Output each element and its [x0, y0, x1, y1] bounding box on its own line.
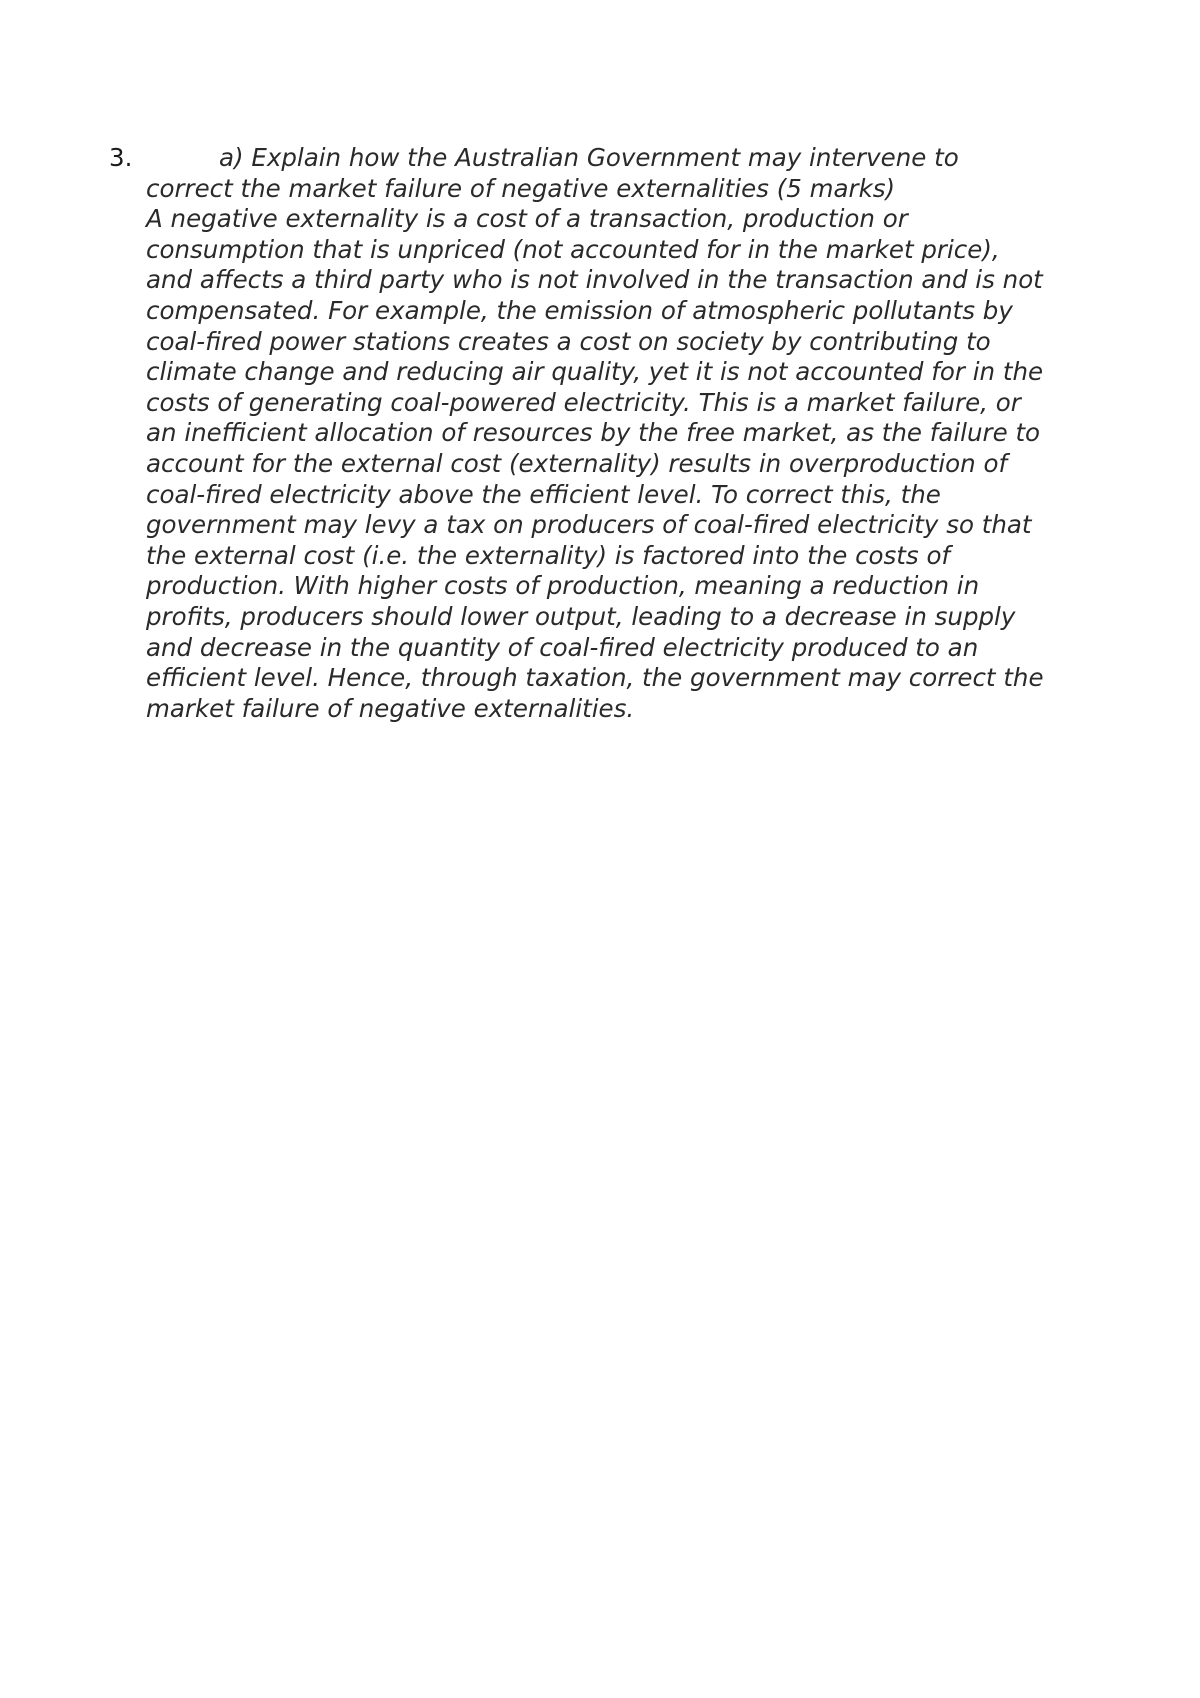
question-number: 3. [109, 143, 133, 172]
answer-paragraph: A negative externality is a cost of a transaction, production or consumption that is unpriced (not accounted for in the market price), and affects a third party who is not involved in the transaction and is not compensated. For example, the emission of atmospheric pollutants by coal-fired power stations creates a cost on society by contributing to climate change and reducing air quality, yet it is not accounted for in the costs of generating coal-powered electricity. This is a market failure, or an inefficient allocation of resources by the free market, as the failure to account for the external cost (externality) results in overproduction of coal-fired electricity above the efficient level. To correct this, the government may levy a tax on producers of coal-fired electricity so that the external cost (i.e. the externality) is factored into the costs of production. With higher costs of production, meaning a reduction in profits, producers should lower output, leading to a decrease in supply and decrease in the quantity of coal-fired electricity produced to an efficient level. Hence, through taxation, the government may correct the market failure of negative externalities. [146, 204, 1044, 723]
question-prompt: a) Explain how the Australian Government may intervene to correct the market failure of negative externalities (5 marks) [146, 143, 959, 203]
question-body [146, 143, 1049, 724]
question-item [109, 143, 1049, 724]
